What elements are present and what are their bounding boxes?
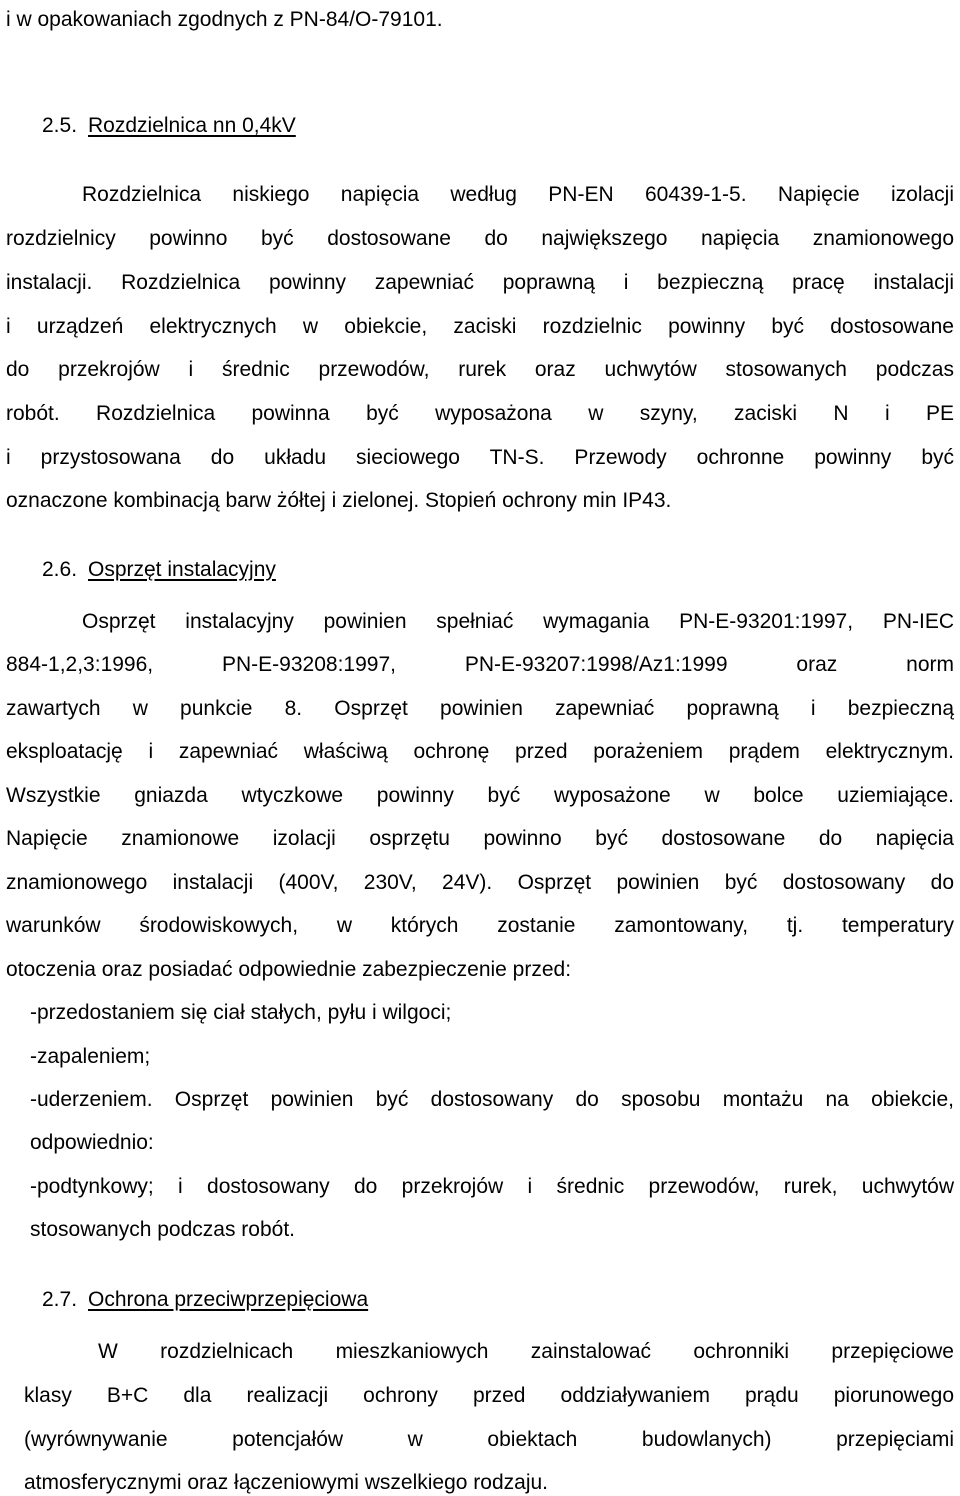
list-item: -zapaleniem; bbox=[30, 1045, 151, 1068]
paragraph-line: klasy B+C dla realizacji ochrony przed oddziaływaniem prądu piorunowego bbox=[24, 1384, 954, 1407]
paragraph-line: oznaczone kombinacją barw żółtej i zielonej. Stopień ochrony min IP43. bbox=[6, 489, 672, 512]
paragraph-line: Napięcie znamionowe izolacji osprzętu powinno być dostosowane do napięcia bbox=[6, 827, 954, 850]
paragraph-line: znamionowego instalacji (400V, 230V, 24V). Osprzęt powinien być dostosowany do bbox=[6, 871, 954, 894]
section-number-2-7: 2.7. bbox=[42, 1288, 78, 1311]
paragraph-line: do przekrojów i średnic przewodów, rurek oraz uchwytów stosowanych podczas bbox=[6, 358, 954, 381]
paragraph-line: instalacji. Rozdzielnica powinny zapewniać poprawną i bezpieczną pracę instalacji bbox=[6, 271, 954, 294]
paragraph-line: Rozdzielnica niskiego napięcia według PN-EN 60439-1-5. Napięcie izolacji bbox=[82, 183, 954, 206]
paragraph-line: atmosferycznymi oraz łączeniowymi wszelkiego rodzaju. bbox=[24, 1471, 549, 1494]
section-title-2-6: Osprzęt instalacyjny bbox=[88, 558, 276, 581]
paragraph-line: eksploatację i zapewniać właściwą ochronę przed porażeniem prądem elektrycznym. bbox=[6, 740, 954, 763]
list-item: odpowiednio: bbox=[30, 1131, 154, 1154]
paragraph-line: warunków środowiskowych, w których zostanie zamontowany, tj. temperatury bbox=[6, 914, 954, 937]
paragraph-line: zawartych w punkcie 8. Osprzęt powinien zapewniać poprawną i bezpieczną bbox=[6, 697, 954, 720]
paragraph-line: Wszystkie gniazda wtyczkowe powinny być wyposażone w bolce uziemiające. bbox=[6, 784, 954, 807]
list-item: -przedostaniem się ciał stałych, pyłu i wilgoci; bbox=[30, 1001, 452, 1024]
paragraph-line: rozdzielnicy powinno być dostosowane do największego napięcia znamionowego bbox=[6, 227, 954, 250]
paragraph-line: W rozdzielnicach mieszkaniowych zainstalować ochronniki przepięciowe bbox=[98, 1340, 954, 1363]
paragraph-line: i urządzeń elektrycznych w obiekcie, zaciski rozdzielnic powinny być dostosowane bbox=[6, 315, 954, 338]
paragraph-line: i przystosowana do układu sieciowego TN-S. Przewody ochronne powinny być bbox=[6, 446, 954, 469]
paragraph-line: otoczenia oraz posiadać odpowiednie zabezpieczenie przed: bbox=[6, 958, 572, 981]
section-number-2-6: 2.6. bbox=[42, 558, 78, 581]
paragraph-line: (wyrównywanie potencjałów w obiektach budowlanych) przepięciami bbox=[24, 1428, 954, 1451]
list-item: -podtynkowy; i dostosowany do przekrojów i średnic przewodów, rurek, uchwytów bbox=[30, 1175, 954, 1198]
paragraph-line: Osprzęt instalacyjny powinien spełniać wymagania PN-E-93201:1997, PN-IEC bbox=[82, 610, 954, 633]
section-number-2-5: 2.5. bbox=[42, 114, 78, 137]
section-title-2-5: Rozdzielnica nn 0,4kV bbox=[88, 114, 296, 137]
paragraph-line: robót. Rozdzielnica powinna być wyposażona w szyny, zaciski N i PE bbox=[6, 402, 954, 425]
list-item: -uderzeniem. Osprzęt powinien być dostosowany do sposobu montażu na obiekcie, bbox=[30, 1088, 954, 1111]
paragraph-line: 884-1,2,3:1996, PN-E-93208:1997, PN-E-93207:1998/Az1:1999 oraz norm bbox=[6, 653, 954, 676]
list-item: stosowanych podczas robót. bbox=[30, 1218, 295, 1241]
section-title-2-7: Ochrona przeciwprzepięciowa bbox=[88, 1288, 369, 1311]
top-line: i w opakowaniach zgodnych z PN-84/O-79101. bbox=[6, 8, 443, 31]
